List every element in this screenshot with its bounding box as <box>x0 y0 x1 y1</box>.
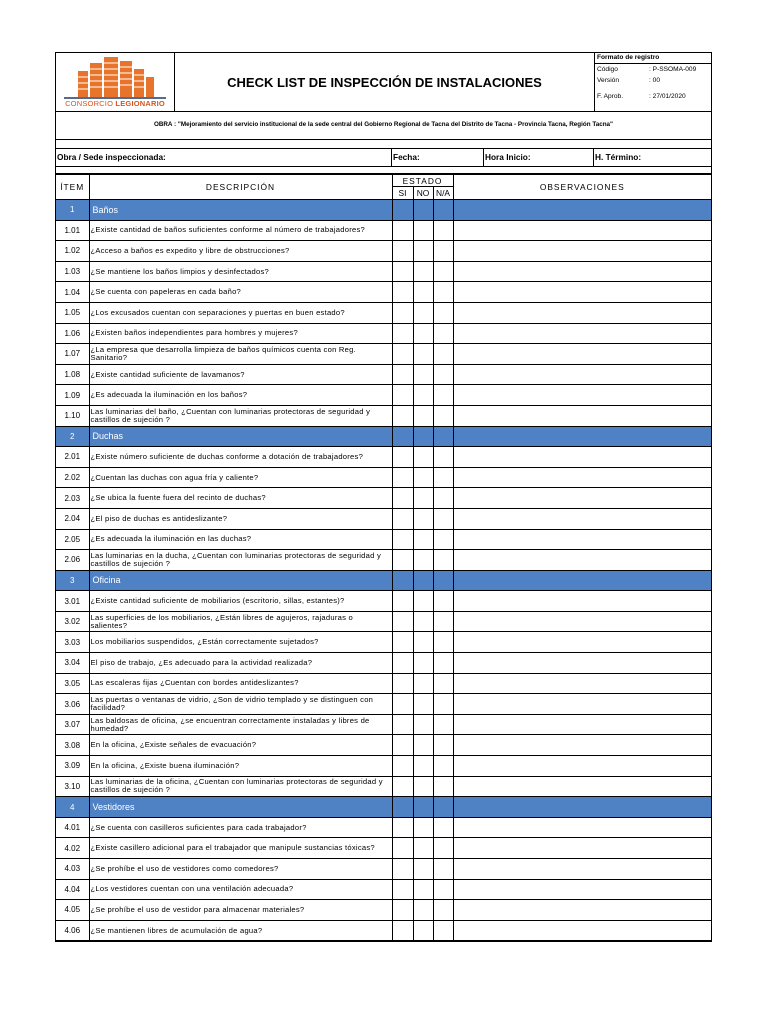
item-number: 4.03 <box>56 859 89 880</box>
sede-field[interactable]: Obra / Sede inspeccionada: <box>56 149 392 166</box>
na-cell[interactable] <box>433 776 453 797</box>
na-cell[interactable] <box>433 756 453 777</box>
na-cell[interactable] <box>433 920 453 941</box>
table-row <box>56 282 711 303</box>
item-number: 3.06 <box>56 694 89 715</box>
item-description: ¿Se cuenta con papeleras en cada baño? <box>89 282 392 303</box>
no-cell[interactable] <box>413 467 433 488</box>
form-header <box>56 53 711 112</box>
table-row <box>56 838 711 859</box>
no-cell[interactable] <box>413 220 433 241</box>
si-cell[interactable] <box>392 632 413 653</box>
item-description: Las superficies de los mobiliarios, ¿Están libres de agujeros, rajaduras o salientes? <box>89 611 392 632</box>
observation-cell[interactable] <box>453 673 711 694</box>
item-number: 1.07 <box>56 344 89 365</box>
table-row <box>56 344 711 365</box>
no-cell[interactable] <box>413 735 433 756</box>
na-cell[interactable] <box>433 282 453 303</box>
codigo-label: Código <box>597 66 618 73</box>
no-cell[interactable] <box>413 879 433 900</box>
no-cell[interactable] <box>413 653 433 674</box>
table-row <box>56 756 711 777</box>
item-number: 2.06 <box>56 550 89 571</box>
item-description: En la oficina, ¿Existe buena iluminación? <box>89 756 392 777</box>
no-cell[interactable] <box>413 241 433 262</box>
item-number: 4.06 <box>56 920 89 941</box>
item-description: ¿Existe cantidad de baños suficientes conforme al número de trabajadores? <box>89 220 392 241</box>
observation-cell[interactable] <box>453 220 711 241</box>
item-header: ÍTEM <box>56 175 89 200</box>
si-cell[interactable] <box>392 817 413 838</box>
si-cell[interactable] <box>392 220 413 241</box>
table-row <box>56 261 711 282</box>
item-description: Las escaleras fijas ¿Cuentan con bordes antideslizantes? <box>89 673 392 694</box>
na-cell[interactable] <box>433 611 453 632</box>
item-description: ¿Es adecuada la iluminación en las duchas? <box>89 529 392 550</box>
observation-cell[interactable] <box>453 344 711 365</box>
item-description: Las luminarias en la ducha, ¿Cuentan con luminarias protectoras de seguridad y castillos de sujeción ? <box>89 550 392 571</box>
na-cell[interactable] <box>433 673 453 694</box>
observation-cell[interactable] <box>453 261 711 282</box>
item-description: ¿El piso de duchas es antideslizante? <box>89 508 392 529</box>
table-row <box>56 859 711 880</box>
table-row <box>56 241 711 262</box>
item-description: Las baldosas de oficina, ¿se encuentran correctamente instaladas y libres de humedad? <box>89 714 392 735</box>
si-cell[interactable] <box>392 756 413 777</box>
item-number: 3.03 <box>56 632 89 653</box>
item-number: 2.05 <box>56 529 89 550</box>
no-cell[interactable] <box>413 632 433 653</box>
si-cell[interactable] <box>392 714 413 735</box>
observation-cell[interactable] <box>453 591 711 612</box>
observation-cell[interactable] <box>453 488 711 509</box>
no-cell[interactable] <box>413 529 433 550</box>
na-cell[interactable] <box>433 859 453 880</box>
observation-cell[interactable] <box>453 879 711 900</box>
item-description: ¿Se prohíbe el uso de vestidores como comedores? <box>89 859 392 880</box>
no-cell[interactable] <box>413 900 433 921</box>
item-description: Las puertas o ventanas de vidrio, ¿Son de vidrio templado y se distinguen con facilidad? <box>89 694 392 715</box>
table-row <box>56 508 711 529</box>
no-cell[interactable] <box>413 673 433 694</box>
item-number: 1.02 <box>56 241 89 262</box>
item-description: Las luminarias de la oficina, ¿Cuentan con luminarias protectoras de seguridad y castillos de sujeción ? <box>89 776 392 797</box>
observation-cell[interactable] <box>453 529 711 550</box>
codigo-value: : P-SSOMA-009 <box>649 66 697 73</box>
observation-cell[interactable] <box>453 735 711 756</box>
no-cell[interactable] <box>413 776 433 797</box>
item-number: 1.10 <box>56 405 89 426</box>
na-cell[interactable] <box>433 838 453 859</box>
item-number: 1.09 <box>56 385 89 406</box>
no-cell[interactable] <box>413 364 433 385</box>
table-row <box>56 673 711 694</box>
no-cell[interactable] <box>413 838 433 859</box>
item-description: ¿Es adecuada la iluminación en los baños? <box>89 385 392 406</box>
estado-header: ESTADO <box>392 175 453 187</box>
table-row <box>56 714 711 735</box>
table-row <box>56 632 711 653</box>
na-cell[interactable] <box>433 632 453 653</box>
si-cell[interactable] <box>392 735 413 756</box>
item-description: ¿Se prohíbe el uso de vestidor para almacenar materiales? <box>89 900 392 921</box>
item-description: ¿Se ubica la fuente fuera del recinto de duchas? <box>89 488 392 509</box>
item-description: ¿Existen baños independientes para hombres y mujeres? <box>89 323 392 344</box>
si-cell[interactable] <box>392 508 413 529</box>
no-cell[interactable] <box>413 859 433 880</box>
si-cell[interactable] <box>392 323 413 344</box>
na-cell[interactable] <box>433 467 453 488</box>
na-cell[interactable] <box>433 344 453 365</box>
si-header: SI <box>392 187 413 200</box>
observation-cell[interactable] <box>453 653 711 674</box>
item-description: ¿Existe cantidad suficiente de lavamanos? <box>89 364 392 385</box>
na-cell[interactable] <box>433 385 453 406</box>
table-row <box>56 653 711 674</box>
si-cell[interactable] <box>392 900 413 921</box>
table-row <box>56 302 711 323</box>
item-number: 3.04 <box>56 653 89 674</box>
table-row <box>56 467 711 488</box>
item-description: ¿Existe número suficiente de duchas conforme a dotación de trabajadores? <box>89 447 392 468</box>
table-row <box>56 900 711 921</box>
na-cell[interactable] <box>433 323 453 344</box>
section-name: Baños <box>89 200 392 221</box>
item-number: 1.06 <box>56 323 89 344</box>
si-cell[interactable] <box>392 859 413 880</box>
no-cell[interactable] <box>413 611 433 632</box>
na-cell[interactable] <box>433 529 453 550</box>
item-number: 3.10 <box>56 776 89 797</box>
approval-date-value: : 27/01/2020 <box>649 93 686 100</box>
na-cell[interactable] <box>433 550 453 571</box>
na-cell[interactable] <box>433 653 453 674</box>
inspection-fields <box>56 149 711 167</box>
table-row <box>56 364 711 385</box>
na-cell[interactable] <box>433 714 453 735</box>
si-cell[interactable] <box>392 488 413 509</box>
item-description: ¿Cuentan las duchas con agua fría y caliente? <box>89 467 392 488</box>
item-description: Las luminarias del baño, ¿Cuentan con luminarias protectoras de seguridad y castillos de sujeción ? <box>89 405 392 426</box>
item-number: 3.01 <box>56 591 89 612</box>
approval-date-label: F. Aprob. <box>597 93 624 100</box>
observation-cell[interactable] <box>453 302 711 323</box>
no-cell[interactable] <box>413 282 433 303</box>
na-cell[interactable] <box>433 735 453 756</box>
si-cell[interactable] <box>392 385 413 406</box>
section-name: Duchas <box>89 426 392 447</box>
table-row <box>56 920 711 941</box>
table-row <box>56 447 711 468</box>
table-row <box>56 323 711 344</box>
na-cell[interactable] <box>433 447 453 468</box>
table-row <box>56 591 711 612</box>
si-cell[interactable] <box>392 550 413 571</box>
na-cell[interactable] <box>433 261 453 282</box>
item-description: En la oficina, ¿Existe señales de evacuación? <box>89 735 392 756</box>
hora-inicio-field[interactable]: Hora Inicio: <box>484 149 594 166</box>
company-name: CONSORCIO LEGIONARIO <box>65 99 165 108</box>
section-name: Oficina <box>89 570 392 591</box>
item-description: ¿Existe casillero adicional para el trabajador que manipule sustancias tóxicas? <box>89 838 392 859</box>
item-number: 2.02 <box>56 467 89 488</box>
item-number: 2.04 <box>56 508 89 529</box>
version-value: : 00 <box>649 77 660 84</box>
item-number: 4.02 <box>56 838 89 859</box>
no-cell[interactable] <box>413 756 433 777</box>
si-cell[interactable] <box>392 653 413 674</box>
si-cell[interactable] <box>392 405 413 426</box>
observation-cell[interactable] <box>453 241 711 262</box>
si-cell[interactable] <box>392 694 413 715</box>
table-row <box>56 529 711 550</box>
si-cell[interactable] <box>392 344 413 365</box>
observation-cell[interactable] <box>453 508 711 529</box>
item-number: 4.05 <box>56 900 89 921</box>
item-number: 4.01 <box>56 817 89 838</box>
item-description: ¿Se mantienen libres de acumulación de agua? <box>89 920 392 941</box>
no-cell[interactable] <box>413 920 433 941</box>
item-description: El piso de trabajo, ¿Es adecuado para la actividad realizada? <box>89 653 392 674</box>
item-description: Los mobiliarios suspendidos, ¿Están correctamente sujetados? <box>89 632 392 653</box>
no-cell[interactable] <box>413 261 433 282</box>
section-row <box>56 570 711 591</box>
observation-cell[interactable] <box>453 714 711 735</box>
table-row <box>56 405 711 426</box>
si-cell[interactable] <box>392 447 413 468</box>
observation-cell[interactable] <box>453 776 711 797</box>
si-cell[interactable] <box>392 364 413 385</box>
table-row <box>56 879 711 900</box>
section-number: 1 <box>56 200 89 221</box>
observation-cell[interactable] <box>453 385 711 406</box>
item-number: 3.05 <box>56 673 89 694</box>
si-cell[interactable] <box>392 776 413 797</box>
na-cell[interactable] <box>433 302 453 323</box>
no-cell[interactable] <box>413 447 433 468</box>
table-row <box>56 694 711 715</box>
no-cell[interactable] <box>413 488 433 509</box>
no-cell[interactable] <box>413 694 433 715</box>
no-cell[interactable] <box>413 591 433 612</box>
table-row <box>56 550 711 571</box>
na-cell[interactable] <box>433 405 453 426</box>
format-metadata <box>594 53 711 111</box>
observation-cell[interactable] <box>453 756 711 777</box>
si-cell[interactable] <box>392 261 413 282</box>
na-cell[interactable] <box>433 364 453 385</box>
version-label: Versión <box>597 77 619 84</box>
na-header: N/A <box>433 187 453 200</box>
observation-cell[interactable] <box>453 632 711 653</box>
no-cell[interactable] <box>413 385 433 406</box>
item-number: 3.02 <box>56 611 89 632</box>
observation-cell[interactable] <box>453 859 711 880</box>
si-cell[interactable] <box>392 879 413 900</box>
observation-cell[interactable] <box>453 323 711 344</box>
observation-cell[interactable] <box>453 282 711 303</box>
item-number: 2.03 <box>56 488 89 509</box>
na-cell[interactable] <box>433 879 453 900</box>
no-cell[interactable] <box>413 405 433 426</box>
na-cell[interactable] <box>433 591 453 612</box>
si-cell[interactable] <box>392 302 413 323</box>
si-cell[interactable] <box>392 838 413 859</box>
format-label: Formato de registro <box>595 53 711 64</box>
section-number: 3 <box>56 570 89 591</box>
buildings-logo-icon <box>60 55 170 99</box>
observation-cell[interactable] <box>453 467 711 488</box>
no-cell[interactable] <box>413 817 433 838</box>
no-header: NO <box>413 187 433 200</box>
observation-cell[interactable] <box>453 694 711 715</box>
observation-cell[interactable] <box>453 920 711 941</box>
si-cell[interactable] <box>392 673 413 694</box>
description-header: DESCRIPCIÓN <box>89 175 392 200</box>
no-cell[interactable] <box>413 344 433 365</box>
table-row <box>56 611 711 632</box>
table-row <box>56 776 711 797</box>
observation-cell[interactable] <box>453 447 711 468</box>
table-row <box>56 817 711 838</box>
si-cell[interactable] <box>392 529 413 550</box>
fecha-field[interactable]: Fecha: <box>392 149 484 166</box>
no-cell[interactable] <box>413 323 433 344</box>
observation-cell[interactable] <box>453 364 711 385</box>
si-cell[interactable] <box>392 467 413 488</box>
table-row <box>56 735 711 756</box>
observation-cell[interactable] <box>453 611 711 632</box>
item-description: ¿La empresa que desarrolla limpieza de baños químicos cuenta con Reg. Sanitario? <box>89 344 392 365</box>
table-row <box>56 488 711 509</box>
item-number: 3.09 <box>56 756 89 777</box>
observation-cell[interactable] <box>453 838 711 859</box>
project-description: OBRA : "Mejoramiento del servicio institucional de la sede central del Gobierno Regional de Tacna del Distrito de Tacna - Provincia Tacna, Región Tacna" <box>56 112 711 140</box>
no-cell[interactable] <box>413 714 433 735</box>
na-cell[interactable] <box>433 508 453 529</box>
si-cell[interactable] <box>392 611 413 632</box>
na-cell[interactable] <box>433 900 453 921</box>
page-title: CHECK LIST DE INSPECCIÓN DE INSTALACIONES <box>227 74 542 90</box>
table-row <box>56 220 711 241</box>
checklist-sheet <box>55 52 712 942</box>
hora-termino-field[interactable]: H. Término: <box>595 152 642 162</box>
na-cell[interactable] <box>433 817 453 838</box>
company-logo <box>56 53 175 111</box>
observation-cell[interactable] <box>453 817 711 838</box>
si-cell[interactable] <box>392 241 413 262</box>
item-description: ¿Se cuenta con casilleros suficientes para cada trabajador? <box>89 817 392 838</box>
observation-cell[interactable] <box>453 550 711 571</box>
si-cell[interactable] <box>392 920 413 941</box>
item-number: 1.03 <box>56 261 89 282</box>
item-description: ¿Acceso a baños es expedito y libre de obstrucciones? <box>89 241 392 262</box>
item-number: 2.01 <box>56 447 89 468</box>
item-number: 1.01 <box>56 220 89 241</box>
na-cell[interactable] <box>433 694 453 715</box>
observaciones-header: OBSERVACIONES <box>453 175 711 200</box>
si-cell[interactable] <box>392 282 413 303</box>
na-cell[interactable] <box>433 220 453 241</box>
na-cell[interactable] <box>433 488 453 509</box>
no-cell[interactable] <box>413 302 433 323</box>
section-number: 4 <box>56 797 89 818</box>
section-number: 2 <box>56 426 89 447</box>
no-cell[interactable] <box>413 508 433 529</box>
section-row <box>56 200 711 221</box>
item-description: ¿Los vestidores cuentan con una ventilación adecuada? <box>89 879 392 900</box>
item-number: 1.05 <box>56 302 89 323</box>
item-description: ¿Se mantiene los baños limpios y desinfectados? <box>89 261 392 282</box>
item-number: 4.04 <box>56 879 89 900</box>
item-description: ¿Los excusados cuentan con separaciones y puertas en buen estado? <box>89 302 392 323</box>
na-cell[interactable] <box>433 241 453 262</box>
table-row <box>56 385 711 406</box>
item-description: ¿Existe cantidad suficiente de mobiliarios (escritorio, sillas, estantes)? <box>89 591 392 612</box>
observation-cell[interactable] <box>453 405 711 426</box>
item-number: 3.08 <box>56 735 89 756</box>
observation-cell[interactable] <box>453 900 711 921</box>
checklist-table <box>56 174 711 941</box>
section-row <box>56 426 711 447</box>
item-number: 1.04 <box>56 282 89 303</box>
section-row <box>56 797 711 818</box>
si-cell[interactable] <box>392 591 413 612</box>
section-name: Vestidores <box>89 797 392 818</box>
no-cell[interactable] <box>413 550 433 571</box>
item-number: 3.07 <box>56 714 89 735</box>
item-number: 1.08 <box>56 364 89 385</box>
